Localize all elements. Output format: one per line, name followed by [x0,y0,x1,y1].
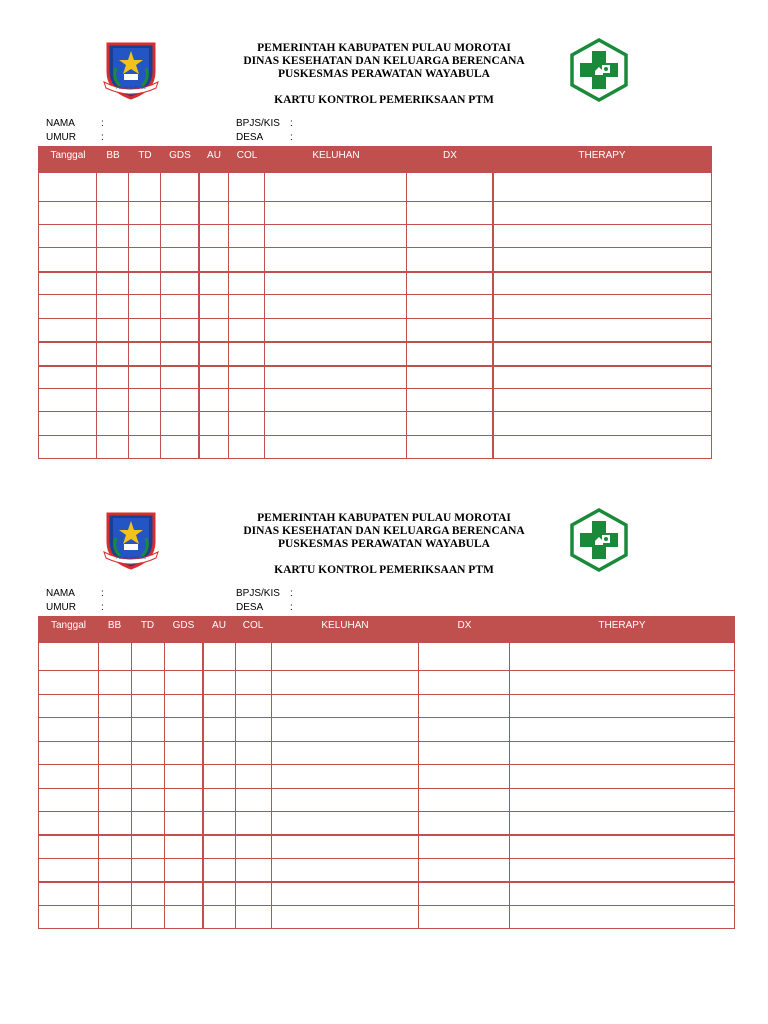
column-divider [96,173,97,458]
nama-label: NAMA [46,118,75,129]
nama-colon: : [101,588,104,599]
col-header-dx: DX [443,150,457,161]
card-title: KARTU KONTROL PEMERIKSAAN PTM [274,94,494,106]
row-divider [39,834,734,836]
row-divider [39,294,711,295]
examination-table [38,146,712,459]
card-title: KARTU KONTROL PEMERIKSAAN PTM [274,564,494,576]
umur-label: UMUR [46,602,76,613]
row-divider [39,717,734,718]
column-divider [128,173,129,458]
row-divider [39,388,711,389]
col-header-tanggal: Tanggal [50,150,86,161]
column-divider [418,643,419,928]
nama-label: NAMA [46,588,75,599]
nama-colon: : [101,118,104,129]
umur-colon: : [101,602,104,613]
row-divider [39,224,711,225]
bpjs-colon: : [290,588,293,599]
row-divider [39,411,711,412]
header-line-department: DINAS KESEHATAN DAN KELUARGA BERENCANA [243,525,525,537]
header-line-government: PEMERINTAH KABUPATEN PULAU MOROTAI [257,42,511,54]
puskesmas-cross-logo [568,38,630,102]
col-header-bb: BB [107,620,122,631]
column-divider [509,643,510,928]
column-divider [271,643,272,928]
column-divider [235,643,236,928]
row-divider [39,670,734,671]
col-header-therapy: THERAPY [578,150,626,161]
col-header-dx: DX [457,620,472,631]
row-divider [39,435,711,436]
desa-colon: : [290,132,293,143]
regency-crest-logo [100,508,162,572]
column-divider [164,643,165,928]
col-header-td: TD [140,620,155,631]
col-header-gds: GDS [169,150,191,161]
col-header-td: TD [138,150,152,161]
col-header-tanggal: Tanggal [50,620,87,631]
col-header-therapy: THERAPY [598,620,646,631]
svg-text:PULAU MOROTAI: PULAU MOROTAI [116,556,146,560]
row-divider [39,881,734,883]
row-divider [39,811,734,812]
header-line-department: DINAS KESEHATAN DAN KELUARGA BERENCANA [243,55,525,67]
column-divider [202,643,204,928]
card-header [0,508,768,578]
table-header-row [39,617,734,643]
col-header-keluhan: KELUHAN [321,620,369,631]
row-divider [39,694,734,695]
header-line-puskesmas: PUSKESMAS PERAWATAN WAYABULA [278,538,490,550]
desa-label: DESA [236,132,264,143]
desa-colon: : [290,602,293,613]
row-divider [39,341,711,343]
row-divider [39,365,711,367]
col-header-col: COL [242,620,264,631]
umur-label: UMUR [46,132,76,143]
col-header-au: AU [207,150,221,161]
row-divider [39,905,734,906]
column-divider [98,643,99,928]
row-divider [39,318,711,319]
column-divider [406,173,407,458]
col-header-gds: GDS [172,620,195,631]
row-divider [39,764,734,765]
column-divider [492,173,494,458]
row-divider [39,247,711,248]
col-header-bb: BB [106,150,120,161]
bpjs-colon: : [290,118,293,129]
column-divider [160,173,161,458]
examination-table [38,616,735,929]
col-header-au: AU [212,620,226,631]
umur-colon: : [101,132,104,143]
bpjs-label: BPJS/KIS [236,118,280,129]
row-divider [39,201,711,202]
header-line-government: PEMERINTAH KABUPATEN PULAU MOROTAI [257,512,511,524]
col-header-col: COL [236,150,258,161]
row-divider [39,858,734,859]
row-divider [39,271,711,273]
regency-crest-logo [100,38,162,102]
desa-label: DESA [236,602,264,613]
row-divider [39,788,734,789]
table-header-row [39,147,711,173]
column-divider [264,173,265,458]
column-divider [131,643,132,928]
card-header [0,38,768,108]
puskesmas-cross-logo [568,508,630,572]
svg-text:PULAU MOROTAI: PULAU MOROTAI [116,86,146,90]
col-header-keluhan: KELUHAN [312,150,360,161]
column-divider [228,173,229,458]
bpjs-label: BPJS/KIS [236,588,280,599]
row-divider [39,741,734,742]
header-line-puskesmas: PUSKESMAS PERAWATAN WAYABULA [278,68,490,80]
column-divider [198,173,200,458]
